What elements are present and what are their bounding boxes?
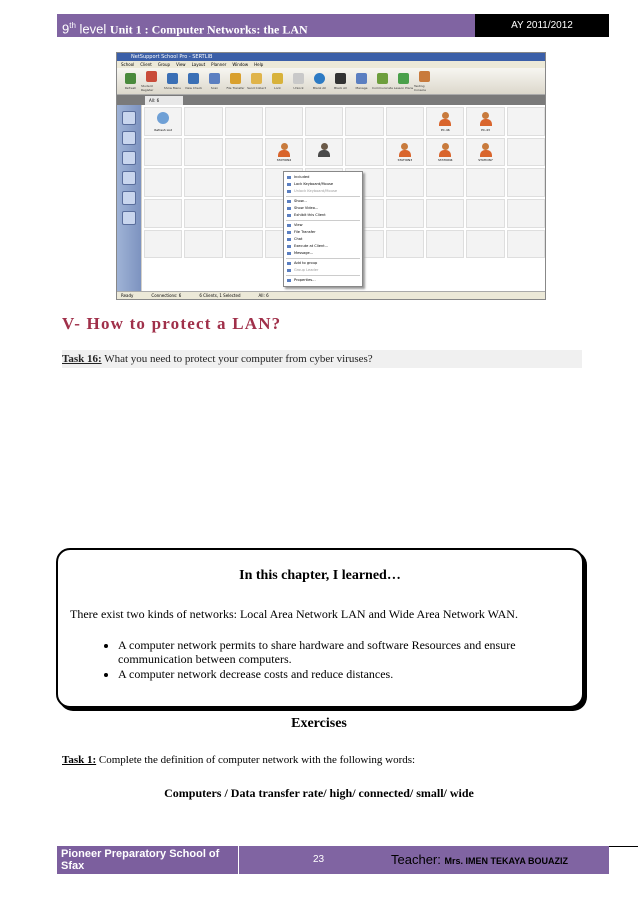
- context-menu-item: Group Leader: [284, 267, 362, 274]
- toolbar-blank: Blank All: [309, 68, 330, 94]
- toolbar-lesson: Lesson Plans: [393, 68, 414, 94]
- status-text: Connections: 6: [151, 293, 182, 298]
- screenshot-tabbar: [117, 95, 545, 105]
- context-menu-item: Chat: [284, 236, 362, 243]
- context-menu: [283, 171, 363, 287]
- toolbar-send-collect: Send Collect: [246, 68, 267, 94]
- teacher-name: Mrs. IMEN TEKAYA BOUAZIZ: [444, 856, 569, 866]
- menu-item: Window: [232, 62, 249, 67]
- context-menu-item: Lock Keyboard/Mouse: [284, 181, 362, 188]
- teacher-label: Teacher:: [391, 852, 445, 867]
- client-pc-46: PC-46: [426, 107, 464, 136]
- footer-rule: [609, 846, 638, 847]
- task-1-text: Complete the definition of computer network with the following words:: [96, 754, 416, 766]
- task-1-label: Task 1:: [62, 754, 97, 766]
- level-suffix: th: [69, 21, 76, 30]
- sidebar-icon: [122, 211, 136, 225]
- client-selected: [305, 138, 343, 167]
- level-word: level: [79, 21, 107, 37]
- status-text: Ready: [121, 293, 134, 298]
- level-number: 9: [62, 21, 70, 37]
- teacher: [391, 846, 568, 875]
- sidebar-icon: [122, 191, 136, 205]
- exercises-title: Exercises: [291, 716, 347, 731]
- screenshot-titlebar: NetSupport School Pro - SERTLIB: [117, 53, 545, 61]
- learned-list: [98, 638, 578, 682]
- status-text: 6 Clients, 1 Selected: [199, 293, 241, 298]
- context-menu-item: Show Video...: [284, 205, 362, 212]
- toolbar-scan: Scan: [204, 68, 225, 94]
- context-menu-item: Exhibit this Client: [284, 212, 362, 219]
- unit-title: Unit 1 : Computer Networks: the LAN: [109, 22, 308, 37]
- page-number: 23: [313, 854, 325, 865]
- toolbar-testing: Testing Console: [414, 68, 435, 94]
- sidebar-icon: [122, 131, 136, 145]
- client-station2: STATION2: [265, 138, 303, 167]
- user-icon: [318, 143, 330, 157]
- context-menu-item: Add to group: [284, 260, 362, 267]
- context-menu-item: File Transfer: [284, 229, 362, 236]
- menu-item: School: [121, 62, 135, 67]
- user-icon: [480, 112, 492, 126]
- menu-item: View: [176, 62, 186, 67]
- netsupport-screenshot: [116, 52, 546, 300]
- user-icon: [399, 143, 411, 157]
- learned-bullet: • A computer network decrease costs and reduce distances.: [118, 667, 578, 681]
- menu-item: Layout: [191, 62, 206, 67]
- context-menu-item: Properties...: [284, 277, 362, 284]
- toolbar-register: Student Register: [141, 68, 162, 94]
- context-menu-item: Unlock Keyboard/Mouse: [284, 188, 362, 195]
- academic-year: AY 2011/2012: [475, 14, 609, 37]
- toolbar-unlock: Unlock: [288, 68, 309, 94]
- screenshot-statusbar: [117, 291, 545, 299]
- toolbar-black: Black All: [330, 68, 351, 94]
- learned-box: [56, 548, 584, 708]
- screenshot-toolbar: [117, 68, 545, 95]
- learned-title: In this chapter, I learned…: [239, 568, 401, 583]
- school-name: Pioneer Preparatory School of Sfax: [57, 846, 239, 874]
- menu-item: Client: [140, 62, 152, 67]
- client-station7: STATION7: [466, 138, 504, 167]
- context-menu-item: Message...: [284, 250, 362, 257]
- user-icon: [480, 143, 492, 157]
- learned-bullet: • A computer network permits to share hardware and software Resources and ensure communication between computers.: [118, 638, 578, 666]
- context-menu-item: Show...: [284, 198, 362, 205]
- toolbar-manage: Manage: [351, 68, 372, 94]
- screenshot-sidebar: [117, 105, 141, 291]
- sidebar-icon: [122, 171, 136, 185]
- menu-item: Planner: [211, 62, 227, 67]
- refresh-cell: Refresh List: [144, 107, 182, 136]
- sidebar-icon: [122, 151, 136, 165]
- toolbar-lock: Lock: [267, 68, 288, 94]
- sidebar-icon: [122, 111, 136, 125]
- toolbar-show: Show Menu: [162, 68, 183, 94]
- header-title: [57, 14, 475, 37]
- context-menu-item: View: [284, 222, 362, 229]
- learned-intro: There exist two kinds of networks: Local Area Network LAN and Wide Area Network WAN.: [70, 607, 518, 621]
- toolbar-file-transfer: File Transfer: [225, 68, 246, 94]
- user-icon: [278, 143, 290, 157]
- context-menu-item: Execute at Client...: [284, 243, 362, 250]
- client-pc-43: PC-43: [466, 107, 504, 136]
- user-icon: [439, 112, 451, 126]
- client-station3: STATION3: [386, 138, 424, 167]
- user-icon: [439, 143, 451, 157]
- tab-all: All: 6: [145, 96, 183, 105]
- section-title: V- How to protect a LAN?: [62, 314, 282, 333]
- menu-item: Group: [157, 62, 171, 67]
- task-16-label: Task 16:: [62, 353, 102, 365]
- task-1: [62, 754, 415, 766]
- toolbar-view: View Check: [183, 68, 204, 94]
- client-station4: STATION4: [426, 138, 464, 167]
- context-menu-item: Included: [284, 174, 362, 181]
- toolbar-refresh: Refresh: [120, 68, 141, 94]
- screenshot-menubar: [117, 61, 545, 68]
- page-footer: [57, 846, 609, 874]
- task-16: [62, 350, 582, 368]
- page-header: [57, 14, 609, 37]
- menu-item: Help: [254, 62, 264, 67]
- toolbar-communicate: Communicate: [372, 68, 393, 94]
- task-16-text: What you need to protect your computer from cyber viruses?: [101, 353, 373, 365]
- word-bank: Computers / Data transfer rate/ high/ connected/ small/ wide: [164, 786, 474, 800]
- status-text: All: 6: [258, 293, 269, 298]
